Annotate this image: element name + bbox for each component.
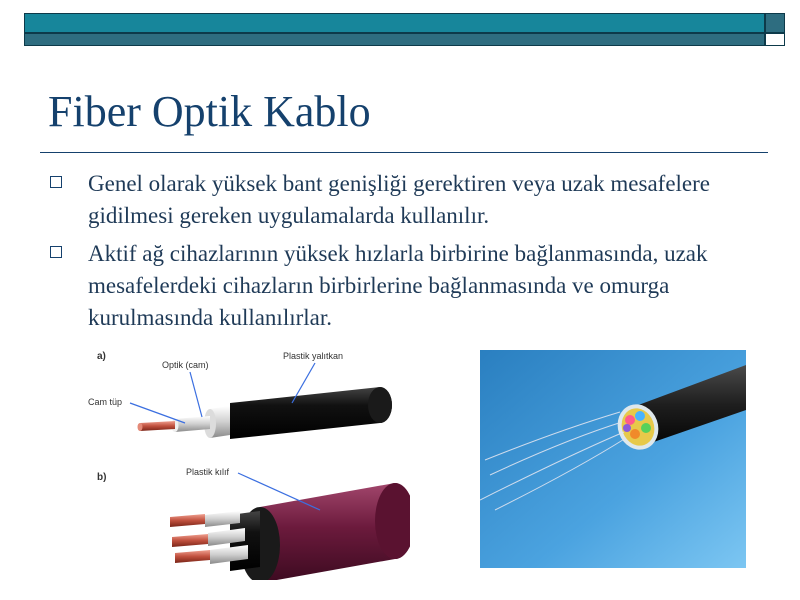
title-divider bbox=[40, 152, 768, 153]
fiber-cable-photo bbox=[480, 350, 746, 568]
cable-b-drawing bbox=[170, 483, 410, 580]
part-a-label: a) bbox=[97, 351, 106, 362]
cable-a-drawing bbox=[138, 387, 393, 439]
header-corner-block-white bbox=[765, 33, 785, 46]
bullet-text: Aktif ağ cihazlarının yüksek hızlarla birbirine bağlanmasında, uzak mesafelerdeki cihazların birbirlerine bağlanmasında ve omurga kurulmasında kullanılırlar. bbox=[88, 241, 708, 330]
tube-pointer-line bbox=[130, 403, 185, 423]
square-bullet-icon bbox=[50, 246, 62, 258]
part-b-label: b) bbox=[97, 472, 107, 483]
header-bar-lower bbox=[24, 33, 765, 46]
optic-pointer-line bbox=[190, 372, 202, 417]
bullet-item bbox=[48, 238, 768, 334]
bullet-list bbox=[48, 168, 768, 340]
header-corner-block bbox=[765, 13, 785, 33]
bullet-text: Genel olarak yüksek bant genişliği gerektiren veya uzak mesafelere gidilmesi gereken uygulamalarda kullanılır. bbox=[88, 171, 711, 228]
slide-title: Fiber Optik Kablo bbox=[48, 87, 371, 136]
optic-glass-label: Optik (cam) bbox=[162, 360, 209, 370]
plastic-insulator-label: Plastik yalıtkan bbox=[283, 351, 344, 361]
square-bullet-icon bbox=[50, 176, 62, 188]
glass-tube-label: Cam tüp bbox=[88, 397, 123, 407]
header-bar bbox=[24, 13, 765, 33]
plastic-sheath-label: Plastik kılıf bbox=[186, 467, 230, 477]
bullet-item bbox=[48, 168, 768, 232]
fiber-cable-diagram bbox=[80, 345, 410, 580]
